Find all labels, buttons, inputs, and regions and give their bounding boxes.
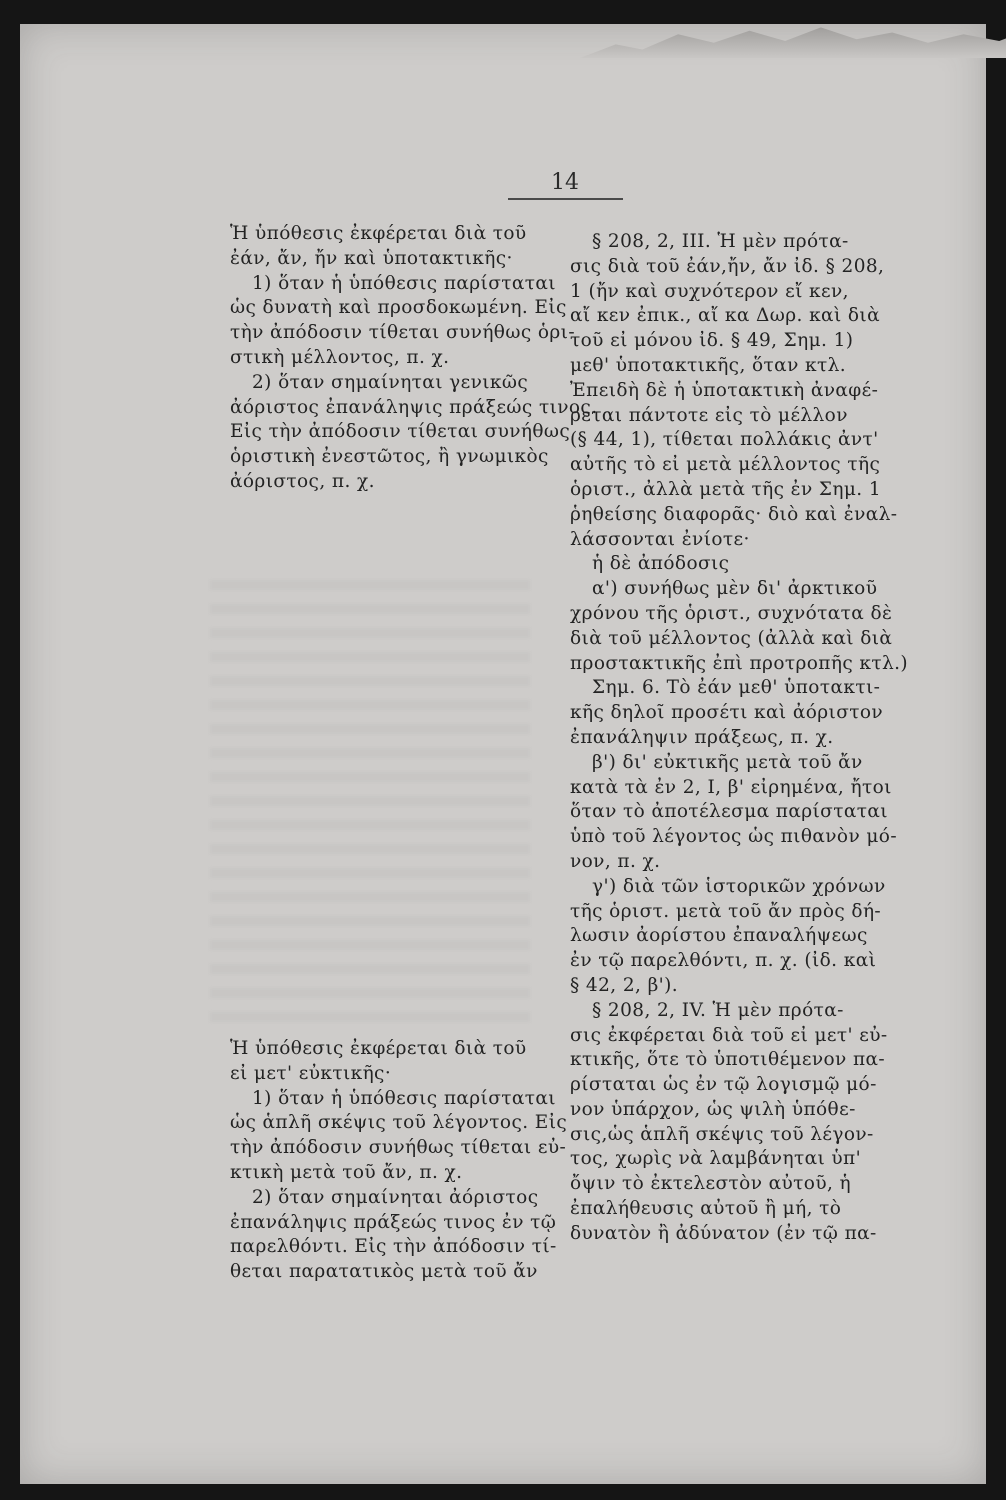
bleed-through-text xyxy=(210,580,530,1030)
text-line: κτικῆς, ὅτε τὸ ὑποτιθέμενον πα- xyxy=(570,1049,886,1071)
text-line: θεται παρατατικὸς μετὰ τοῦ ἄν xyxy=(230,1261,538,1283)
text-line: παρελθόντι. Εἰς τὴν ἀπόδοσιν τί- xyxy=(230,1236,557,1258)
text-line: προστακτικῆς ἐπὶ προτροπῆς κτλ.) xyxy=(570,652,909,674)
text-line: τος, χωρὶς νὰ λαμβάνηται ὑπ' xyxy=(570,1148,862,1170)
text-line: § 42, 2, β'). xyxy=(570,974,679,996)
text-line: 2) ὅταν σημαίνηται γενικῶς xyxy=(252,371,529,393)
text-line: α') συνήθως μὲν δι' ἀρκτικοῦ xyxy=(592,578,878,600)
text-line: κατὰ τὰ ἐν 2, I, β' εἰρημένα, ἤτοι xyxy=(570,776,892,798)
page-number: 14 xyxy=(551,170,579,195)
text-line: ἐπανάληψις πράξεώς τινος ἐν τῷ xyxy=(230,1211,557,1233)
text-line: τὴν ἀπόδοσιν τίθεται συνήθως ὁρι- xyxy=(230,322,575,344)
text-line: διὰ τοῦ μέλλοντος (ἀλλὰ καὶ διὰ xyxy=(570,627,893,649)
text-line: ἡ δὲ ἀπόδοσις xyxy=(592,553,730,575)
text-line: κῆς δηλοῖ προσέτι καὶ ἀόριστον xyxy=(570,702,884,724)
text-line: (§ 44, 1), τίθεται πολλάκις ἀντ' xyxy=(570,429,879,451)
text-line: ὁριστικὴ ἐνεστῶτος, ἢ γνωμικὸς xyxy=(230,446,549,468)
text-line: αἴ κεν ἐπικ., αἴ κα Δωρ. καὶ διὰ xyxy=(570,305,880,327)
text-line: ὅταν τὸ ἀποτέλεσμα παρίσταται xyxy=(570,801,888,823)
text-line: γ') διὰ τῶν ἱστορικῶν χρόνων xyxy=(592,875,886,897)
text-line: ἐάν, ἄν, ἤν καὶ ὑποτακτικῆς· xyxy=(230,247,513,269)
text-line: 1) ὅταν ἡ ὑπόθεσις παρίσταται xyxy=(252,272,556,294)
text-line: ἐν τῷ παρελθόντι, π. χ. (ἰδ. καὶ xyxy=(570,950,877,972)
text-line: ὡς δυνατὴ καὶ προσδοκωμένη. Εἰς xyxy=(230,297,567,319)
text-line: ὑπὸ τοῦ λέγοντος ὡς πιθανὸν μό- xyxy=(570,826,897,848)
text-line: 2) ὅταν σημαίνηται ἀόριστος xyxy=(252,1186,539,1208)
text-line: β') δι' εὐκτικῆς μετὰ τοῦ ἄν xyxy=(592,751,863,773)
text-line: ὄψιν τὸ ἐκτελεστὸν αὐτοῦ, ἡ xyxy=(570,1173,852,1195)
text-line: νον ὑπάρχον, ὡς ψιλὴ ὑπόθε- xyxy=(570,1098,856,1120)
text-line: ὡς ἁπλῆ σκέψις τοῦ λέγοντος. Εἰς xyxy=(230,1112,568,1134)
text-line: Ἐπειδὴ δὲ ἡ ὑποτακτικὴ ἀναφέ- xyxy=(570,379,879,401)
text-line: Εἰς τὴν ἀπόδοσιν τίθεται συνήθως xyxy=(230,421,571,443)
text-line: ἐπαλήθευσις αὐτοῦ ἢ μή, τὸ xyxy=(570,1198,842,1220)
text-line: ἀόριστος, π. χ. xyxy=(230,470,375,492)
text-line: ὁριστ., ἀλλὰ μετὰ τῆς ἐν Σημ. 1 xyxy=(570,478,882,500)
text-line: ρίσταται ὡς ἐν τῷ λογισμῷ μό- xyxy=(570,1074,877,1096)
text-line: μεθ' ὑποτακτικῆς, ὅταν κτλ. xyxy=(570,354,846,376)
text-line: κτικὴ μετὰ τοῦ ἄν, π. χ. xyxy=(230,1161,463,1183)
text-line: νον, π. χ. xyxy=(570,850,661,872)
text-line: τὴν ἀπόδοσιν συνήθως τίθεται εὐ- xyxy=(230,1137,567,1159)
text-line: λωσιν ἀορίστου ἐπαναλήψεως xyxy=(570,925,868,947)
text-line: δυνατὸν ἢ ἀδύνατον (ἐν τῷ πα- xyxy=(570,1222,877,1244)
text-line: σις ἐκφέρεται διὰ τοῦ εἰ μετ' εὐ- xyxy=(570,1024,888,1046)
text-line: τῆς ὁριστ. μετὰ τοῦ ἄν πρὸς δή- xyxy=(570,900,882,922)
text-line: σις,ὡς ἁπλῆ σκέψις τοῦ λέγον- xyxy=(570,1123,874,1145)
text-line: ρεται πάντοτε εἰς τὸ μέλλον xyxy=(570,404,848,426)
text-line: ῥηθείσης διαφορᾶς· διὸ καὶ ἐναλ- xyxy=(570,503,898,525)
text-line: σις διὰ τοῦ ἐάν,ἤν, ἄν ἰδ. § 208, xyxy=(570,255,885,277)
left-column-block-1 xyxy=(230,222,597,495)
text-line: λάσσονται ἐνίοτε· xyxy=(570,528,750,550)
text-line: 1 (ἤν καὶ συχνότερον εἴ κεν, xyxy=(570,280,849,302)
text-line: χρόνου τῆς ὁριστ., συχνότατα δὲ xyxy=(570,602,893,624)
right-column xyxy=(570,230,908,1247)
left-column-block-2 xyxy=(230,1037,567,1285)
text-line: Ἡ ὑπόθεσις ἐκφέρεται διὰ τοῦ xyxy=(230,1038,527,1059)
text-line: στικὴ μέλλοντος, π. χ. xyxy=(230,346,450,368)
page-number-rule xyxy=(508,198,623,200)
text-line: ἀόριστος ἐπανάληψις πράξεώς τινος. xyxy=(230,396,598,418)
text-line: § 208, 2, III. Ἡ μὲν πρότα- xyxy=(592,231,849,252)
text-line: § 208, 2, IV. Ἡ μὲν πρότα- xyxy=(592,999,844,1021)
text-line: τοῦ εἰ μόνου ἰδ. § 49, Σημ. 1) xyxy=(570,330,854,352)
text-line: εἰ μετ' εὐκτικῆς· xyxy=(230,1062,392,1084)
text-line: Ἡ ὑπόθεσις ἐκφέρεται διὰ τοῦ xyxy=(230,223,527,244)
torn-page-edge xyxy=(580,24,1006,58)
text-line: ἐπανάληψιν πράξεως, π. χ. xyxy=(570,726,834,748)
text-line: αὐτῆς τὸ εἰ μετὰ μέλλοντος τῆς xyxy=(570,454,881,476)
text-line: Σημ. 6. Τὸ ἐάν μεθ' ὑποτακτι- xyxy=(592,677,881,699)
text-line: 1) ὅταν ἡ ὑπόθεσις παρίσταται xyxy=(252,1087,556,1109)
